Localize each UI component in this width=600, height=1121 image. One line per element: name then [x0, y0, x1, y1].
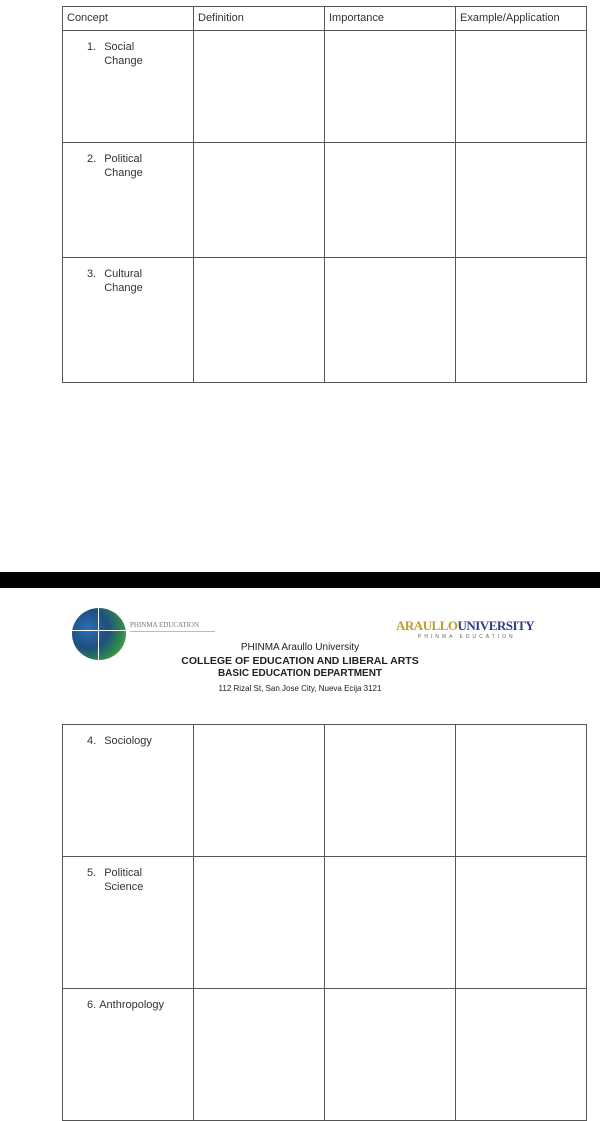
araullo-logo — [396, 618, 534, 634]
concept-table-page1 — [62, 6, 587, 383]
importance-cell[interactable] — [325, 143, 456, 258]
example-cell[interactable] — [456, 258, 587, 383]
logo-word-1: ARAULLO — [396, 618, 458, 633]
table-row — [63, 31, 587, 143]
example-cell[interactable] — [456, 725, 587, 857]
importance-cell[interactable] — [325, 31, 456, 143]
table-header-row — [63, 7, 587, 31]
concept-label: Sociology — [104, 735, 152, 747]
concept-cell — [63, 857, 194, 989]
example-cell[interactable] — [456, 989, 587, 1121]
row-number: 3. — [87, 268, 97, 280]
header-definition: Definition — [194, 7, 325, 31]
row-number: 5. — [87, 867, 97, 879]
row-number: 2. — [87, 153, 97, 165]
page-separator — [0, 572, 600, 588]
row-number: 1. — [87, 41, 97, 53]
concept-cell — [63, 725, 194, 857]
table-row — [63, 258, 587, 383]
concept-cell — [63, 989, 194, 1121]
importance-cell[interactable] — [325, 857, 456, 989]
importance-cell[interactable] — [325, 989, 456, 1121]
concept-cell — [63, 143, 194, 258]
table-row — [63, 143, 587, 258]
header-example: Example/Application — [456, 7, 587, 31]
concept-label: Social Change — [104, 41, 143, 67]
example-cell[interactable] — [456, 31, 587, 143]
table-row — [63, 989, 587, 1121]
logo-divider — [130, 631, 215, 632]
department-name: BASIC EDUCATION DEPARTMENT — [217, 668, 383, 679]
concept-label: Anthropology — [99, 999, 165, 1011]
concept-table-page2 — [62, 724, 587, 1121]
phinma-logo-text: PHINMA EDUCATION — [130, 621, 200, 629]
araullo-logo-sub: PHINMA EDUCATION — [418, 634, 516, 640]
definition-cell[interactable] — [194, 31, 325, 143]
concept-label: Political Change — [104, 153, 143, 179]
row-number: 6. — [87, 999, 97, 1011]
table-row — [63, 725, 587, 857]
university-name: PHINMA Araullo University — [240, 642, 360, 653]
example-cell[interactable] — [456, 857, 587, 989]
concept-label: Political Science — [104, 867, 144, 893]
concept-label: Cultural Change — [104, 268, 143, 294]
importance-cell[interactable] — [325, 258, 456, 383]
logo-word-2: UNIVERSITY — [457, 618, 535, 633]
table-row — [63, 857, 587, 989]
header-importance: Importance — [325, 7, 456, 31]
example-cell[interactable] — [456, 143, 587, 258]
definition-cell[interactable] — [194, 857, 325, 989]
definition-cell[interactable] — [194, 258, 325, 383]
row-number: 4. — [87, 735, 97, 747]
header-concept: Concept — [63, 7, 194, 31]
definition-cell[interactable] — [194, 989, 325, 1121]
college-name: COLLEGE OF EDUCATION AND LIBERAL ARTS — [181, 655, 419, 667]
concept-cell — [63, 258, 194, 383]
importance-cell[interactable] — [325, 725, 456, 857]
definition-cell[interactable] — [194, 725, 325, 857]
concept-cell — [63, 31, 194, 143]
address: 112 Rizal St, San Jose City, Nueva Ecija 3121 — [218, 684, 382, 693]
definition-cell[interactable] — [194, 143, 325, 258]
